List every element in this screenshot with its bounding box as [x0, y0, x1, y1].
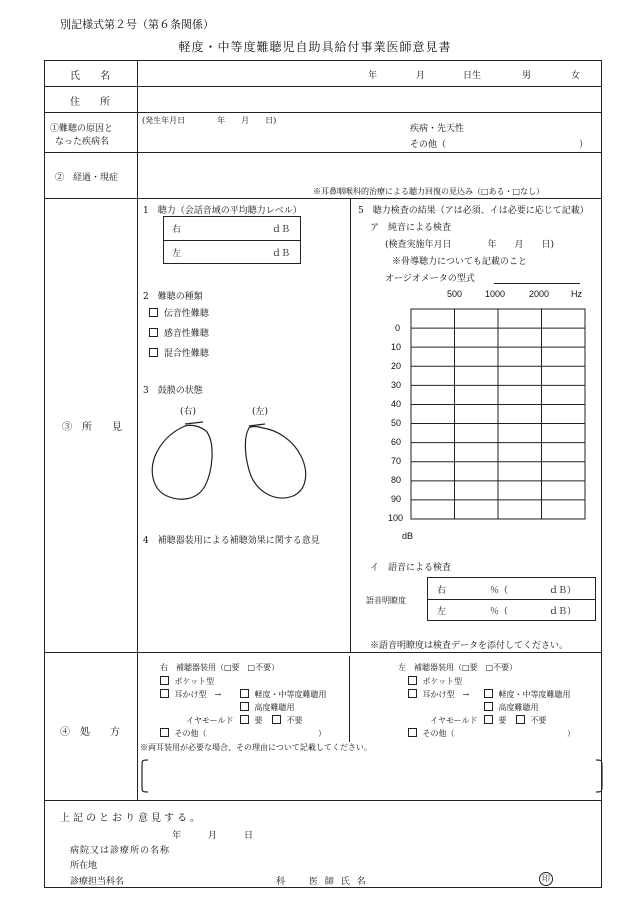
- left-high-label: 高度難聴用: [498, 703, 539, 712]
- audiogram-level-label: 60: [391, 437, 402, 447]
- congenital-label: 疾病・先天性: [410, 124, 465, 134]
- audiogram-level-label: 0: [395, 323, 401, 333]
- loss-type-title: 2 難聴の種類: [143, 292, 203, 302]
- hearing-test-title: 5 聴力検査の結果（アは必須、イは必要に応じて記載）: [358, 206, 589, 216]
- audiogram-level-label: 70: [391, 456, 402, 466]
- prescription-label: ④ 処 方: [60, 727, 120, 738]
- cause-label-line2: なった疾病名: [55, 137, 110, 147]
- recovery-outlook-note: ※耳鼻咽喉科的治療による聴力回復の見込み（□ある・□なし）: [313, 187, 545, 196]
- right-other-option[interactable]: [160, 728, 207, 739]
- checkbox-icon[interactable]: [160, 728, 169, 737]
- freq-label-2000: 2000: [529, 289, 550, 299]
- sex-male-option[interactable]: 男: [522, 71, 532, 81]
- left-ear-label: 耳かけ型 →: [422, 690, 470, 699]
- speech-data-note: ※語音明瞭度は検査データを添付してください。: [370, 641, 569, 651]
- audiogram-grid[interactable]: [410, 308, 586, 520]
- right-mold-label: イヤモールド: [186, 716, 234, 725]
- binaural-reason-field[interactable]: [140, 757, 604, 795]
- audiogram-level-label: 20: [391, 361, 402, 371]
- form-title: 軽度・中等度難聴児自助具給付事業医師意見書: [178, 40, 452, 54]
- checkbox-icon[interactable]: [160, 676, 169, 685]
- checkbox-icon[interactable]: [408, 676, 417, 685]
- pure-tone-title: ア 純音による検査: [370, 223, 452, 233]
- aid-effect-opinion-title: 4 補聴器装用による補聴効果に関する意見: [143, 536, 320, 546]
- eardrum-diagram[interactable]: [145, 420, 325, 505]
- left-mold-label: イヤモールド: [430, 716, 478, 725]
- right-ear-option[interactable]: [160, 689, 221, 700]
- form-reference: 別記様式第２号（第６条関係）: [60, 18, 214, 31]
- checkbox-icon[interactable]: [484, 702, 493, 711]
- left-mild-label: 軽度・中等度難聴用: [498, 690, 571, 699]
- test-date-label: (検査実施年月日 年 月 日): [385, 240, 555, 250]
- location-label: 所在地: [70, 861, 98, 871]
- address-label: 住 所: [70, 97, 110, 108]
- left-other-option[interactable]: [408, 728, 455, 739]
- cause-label-line1: ①難聴の原因と: [50, 124, 114, 134]
- right-mold-need-option[interactable]: [240, 715, 263, 726]
- right-high-label: 高度難聴用: [254, 703, 295, 712]
- checkbox-icon[interactable]: [160, 689, 169, 698]
- hearing-left-label: 左: [172, 249, 182, 259]
- address-field[interactable]: [140, 88, 600, 110]
- audiogram-level-label: 10: [391, 342, 402, 352]
- checkbox-icon[interactable]: [149, 308, 158, 317]
- left-mold-need-label: 要: [498, 716, 507, 725]
- audiometer-model-label: オージオメータの型式: [385, 274, 475, 284]
- onset-date-label: (発生年月日 年 月 日): [142, 116, 277, 125]
- hospital-name-label: 病院又は診療所の名称: [70, 846, 171, 856]
- left-other-label: その他（: [422, 729, 455, 738]
- speech-clarity-label: 語音明瞭度: [366, 596, 406, 605]
- right-mold-noneed-label: 不要: [286, 716, 303, 725]
- left-high-option[interactable]: [484, 702, 539, 713]
- left-mold-need-option[interactable]: [484, 715, 507, 726]
- checkbox-icon[interactable]: [484, 715, 493, 724]
- speech-right-pct: ％（: [490, 586, 509, 596]
- speech-right-db: ｄＢ）: [549, 586, 577, 596]
- right-pocket-label: ポケット型: [174, 677, 215, 686]
- bone-conduction-note: ※骨導聴力についても記載のこと: [392, 257, 527, 267]
- birth-month-label: 月: [416, 71, 426, 81]
- name-field[interactable]: [140, 62, 360, 84]
- audiogram-level-label: 80: [391, 475, 402, 485]
- checkbox-icon[interactable]: [240, 715, 249, 724]
- left-aid-title: 左 補聴器装用（□要 □不要）: [398, 663, 518, 672]
- hearing-left-unit: ｄＢ: [272, 249, 291, 259]
- checkbox-icon[interactable]: [272, 715, 281, 724]
- hearing-left-input[interactable]: [190, 242, 270, 262]
- left-mold-noneed-label: 不要: [530, 716, 547, 725]
- checkbox-icon[interactable]: [240, 702, 249, 711]
- birth-day-label: 日生: [463, 71, 482, 81]
- audiometer-model-input[interactable]: [494, 268, 580, 283]
- statement-text: 上記のとおり意見する。: [60, 813, 203, 824]
- hearing-right-label: 右: [172, 225, 182, 235]
- type-mixed-option[interactable]: [149, 346, 209, 359]
- name-label: 氏 名: [70, 71, 110, 82]
- freq-label-500: 500: [447, 289, 463, 299]
- left-ear-option[interactable]: [408, 689, 469, 700]
- history-label: ② 経過・現症: [55, 173, 119, 183]
- signature-date-label: 年 月 日: [172, 831, 254, 841]
- eardrum-right-label: (右): [180, 407, 197, 417]
- left-mold-noneed-option[interactable]: [516, 715, 547, 726]
- right-other-label: その他（: [174, 729, 207, 738]
- left-other-close: ）: [567, 729, 575, 738]
- type-sensorineural-label: 感音性難聴: [163, 329, 209, 339]
- checkbox-icon[interactable]: [408, 689, 417, 698]
- hearing-level-title: 1 聴力（会話音域の平均聴力レベル）: [143, 206, 302, 216]
- aid-effect-opinion-field[interactable]: [143, 548, 343, 648]
- speech-left-label: 左: [437, 607, 447, 617]
- right-mold-noneed-option[interactable]: [272, 715, 303, 726]
- freq-unit-hz: Hz: [571, 289, 582, 299]
- checkbox-icon[interactable]: [516, 715, 525, 724]
- checkbox-icon[interactable]: [408, 728, 417, 737]
- audiogram-level-label: 50: [391, 418, 402, 428]
- right-mild-label: 軽度・中等度難聴用: [254, 690, 327, 699]
- right-pocket-option[interactable]: [160, 676, 214, 687]
- audiogram-db-unit: dB: [402, 531, 414, 541]
- right-ear-label: 耳かけ型 →: [174, 690, 222, 699]
- speech-right-label: 右: [437, 586, 447, 596]
- right-aid-title: 右 補聴器装用（□要 □不要）: [160, 663, 280, 672]
- audiogram-level-label: 90: [391, 494, 402, 504]
- hearing-right-unit: ｄＢ: [272, 225, 291, 235]
- history-field[interactable]: [140, 155, 600, 181]
- sex-female-option[interactable]: 女: [571, 71, 581, 81]
- freq-label-1000: 1000: [485, 289, 506, 299]
- speech-test-title: イ 語音による検査: [370, 563, 452, 573]
- binaural-reason-note: ※両耳装用が必要な場合、その理由について記載してください。: [140, 743, 372, 752]
- department-label: 診療担当科名: [70, 877, 125, 887]
- right-other-close: ）: [318, 729, 326, 738]
- audiogram-level-label: 30: [391, 380, 402, 390]
- checkbox-icon[interactable]: [149, 348, 158, 357]
- type-conductive-label: 伝音性難聴: [163, 309, 209, 319]
- checkbox-icon[interactable]: [240, 689, 249, 698]
- cause-other-close: ）: [579, 140, 589, 150]
- hearing-right-input[interactable]: [190, 218, 270, 238]
- right-mold-need-label: 要: [254, 716, 263, 725]
- checkbox-icon[interactable]: [149, 328, 158, 337]
- seal-mark: 印: [539, 872, 553, 886]
- birth-year-label: 年: [368, 71, 378, 81]
- eardrum-left-label: (左): [252, 407, 269, 417]
- checkbox-icon[interactable]: [484, 689, 493, 698]
- doctor-name-label: 科 医 師 氏 名: [276, 877, 368, 887]
- cause-other-label: その他（: [410, 140, 447, 150]
- findings-label: ③ 所 見: [62, 422, 122, 433]
- audiogram-level-label: 40: [391, 399, 402, 409]
- type-mixed-label: 混合性難聴: [163, 349, 209, 359]
- right-high-option[interactable]: [240, 702, 295, 713]
- type-conductive-option[interactable]: [149, 306, 209, 319]
- audiogram-level-label: 100: [388, 513, 404, 523]
- speech-left-db: ｄＢ）: [549, 607, 577, 617]
- speech-left-pct: ％（: [490, 607, 509, 617]
- right-mild-option[interactable]: [240, 689, 327, 700]
- left-pocket-label: ポケット型: [422, 677, 463, 686]
- type-sensorineural-option[interactable]: [149, 326, 209, 339]
- left-pocket-option[interactable]: [408, 676, 462, 687]
- left-mild-option[interactable]: [484, 689, 571, 700]
- eardrum-title: 3 鼓膜の状態: [143, 386, 203, 396]
